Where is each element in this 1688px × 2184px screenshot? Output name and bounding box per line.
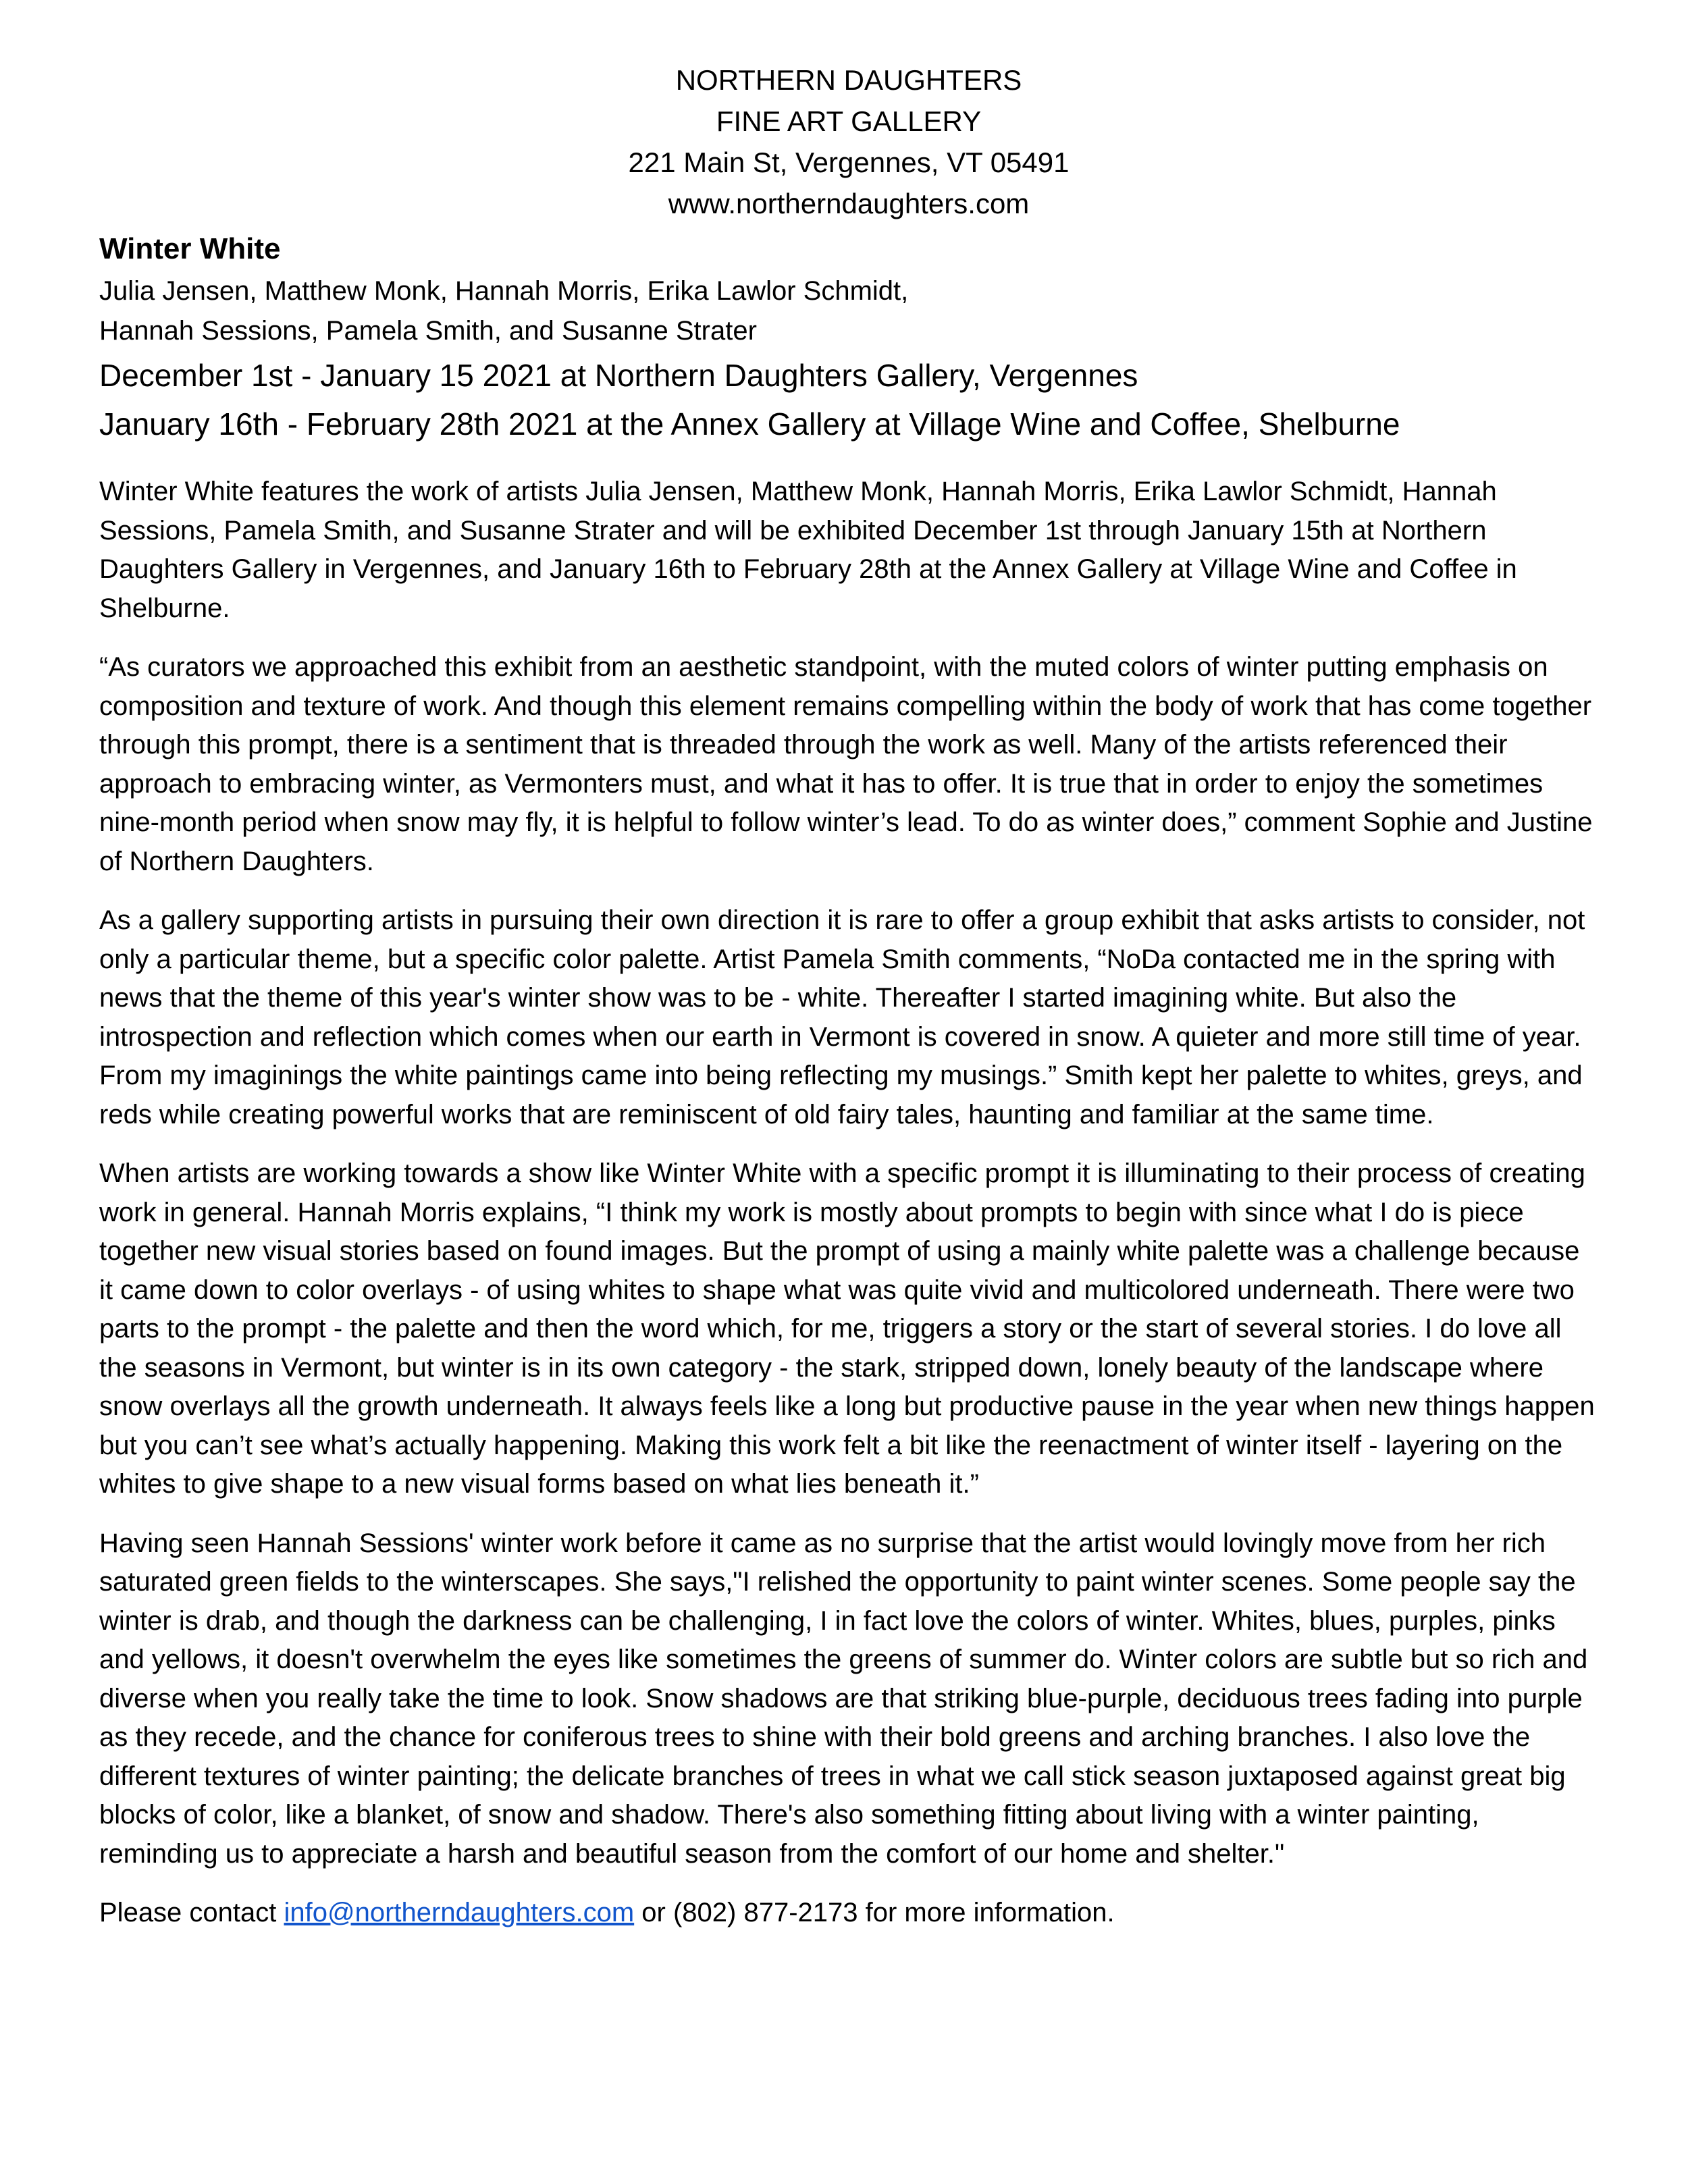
- exhibit-date-line: December 1st - January 15 2021 at Northern Daughters Gallery, Vergennes: [99, 358, 1138, 393]
- exhibit-dates: [99, 351, 1598, 448]
- artist-list-line: Julia Jensen, Matthew Monk, Hannah Morris, Erika Lawlor Schmidt,: [99, 276, 909, 306]
- artist-list: [99, 271, 1598, 351]
- contact-line: [99, 1894, 1598, 1933]
- gallery-address: 221 Main St, Vergennes, VT 05491: [628, 147, 1070, 178]
- gallery-subtitle: FINE ART GALLERY: [716, 105, 982, 137]
- body-paragraph-hannah-morris: When artists are working towards a show like Winter White with a specific prompt it is illuminating to their process of creating work in general. Hannah Morris explains, “I think my work is mostly about prompts to begin with since what I do is piece together new visual stories based on found images. But the prompt of using a mainly white palette was a challenge because it came down to color overlays - of using whites to shape what was quite vivid and multicolored underneath. There were two parts to the prompt - the palette and then the word which, for me, triggers a story or the start of several stories. I do love all the seasons in Vermont, but winter is in its own category - the stark, stripped down, lonely beauty of the landscape where snow overlays all the growth underneath. It always feels like a long but productive pause in the year when new things happen but you can’t see what’s actually happening. Making this work felt a bit like the reenactment of winter itself - layering on the whites to give shape to a new visual forms based on what lies beneath it.”: [99, 1158, 1595, 1499]
- email-link[interactable]: info@northerndaughters.com: [284, 1898, 635, 1927]
- body-paragraph-hannah-sessions: Having seen Hannah Sessions' winter work before it came as no surprise that the artist would lovingly move from her rich saturated green fields to the winterscapes. She says,"I relished the opportunity to paint winter scenes. Some people say the winter is drab, and though the darkness can be challenging, I in fact love the colors of winter. Whites, blues, purples, pinks and yellows, it doesn't overwhelm the eyes like sometimes the greens of summer do. Winter colors are subtle but so rich and diverse when you really take the time to look. Snow shadows are that striking blue-purple, deciduous trees fading into purple as they recede, and the chance for coniferous trees to shine with their bold greens and arching branches. I also love the different textures of winter painting; the delicate branches of trees in what we call stick season juxtaposed against great big blocks of color, like a blanket, of snow and shadow. There's also something fitting about living with a winter painting, reminding us to appreciate a harsh and beautiful season from the comfort of our home and shelter.": [99, 1528, 1588, 1869]
- artist-list-line: Hannah Sessions, Pamela Smith, and Susanne Strater: [99, 316, 757, 346]
- body-paragraph-pamela-smith: As a gallery supporting artists in pursuing their own direction it is rare to offer a group exhibit that asks artists to consider, not only a particular theme, but a specific color palette. Artist Pamela Smith comments, “NoDa contacted me in the spring with news that the theme of this year's winter show was to be - white. Thereafter I started imagining white. But also the introspection and reflection which comes when our earth in Vermont is covered in snow. A quieter and more still time of year. From my imaginings the white paintings came into being reflecting my musings.” Smith kept her palette to whites, greys, and reds while creating powerful works that are reminiscent of old fairy tales, haunting and familiar at the same time.: [99, 905, 1585, 1129]
- exhibit-title: Winter White: [99, 232, 281, 265]
- gallery-website: www.northerndaughters.com: [668, 188, 1030, 219]
- press-release-page: [99, 59, 1598, 1933]
- letterhead: [99, 59, 1598, 224]
- contact-prefix: Please contact: [99, 1898, 284, 1927]
- body-paragraph-intro: Winter White features the work of artists Julia Jensen, Matthew Monk, Hannah Morris, Erika Lawlor Schmidt, Hannah Sessions, Pamela Smith, and Susanne Strater and will be exhibited December 1st through January 15th at Northern Daughters Gallery in Vergennes, and January 16th to February 28th at the Annex Gallery at Village Wine and Coffee in Shelburne.: [99, 477, 1517, 623]
- contact-suffix: or (802) 877-2173 for more information.: [634, 1898, 1115, 1927]
- body-paragraph-curators-quote: “As curators we approached this exhibit from an aesthetic standpoint, with the muted colors of winter putting emphasis on composition and texture of work. And though this element remains compelling within the body of work that has come together through this prompt, there is a sentiment that is threaded through the work as well. Many of the artists referenced their approach to embracing winter, as Vermonters must, and what it has to offer. It is true that in order to enjoy the sometimes nine-month period when snow may fly, it is helpful to follow winter’s lead. To do as winter does,” comment Sophie and Justine of Northern Daughters.: [99, 652, 1593, 876]
- gallery-name: NORTHERN DAUGHTERS: [675, 64, 1022, 96]
- exhibit-date-line: January 16th - February 28th 2021 at the Annex Gallery at Village Wine and Coffee, Shelburne: [99, 406, 1400, 442]
